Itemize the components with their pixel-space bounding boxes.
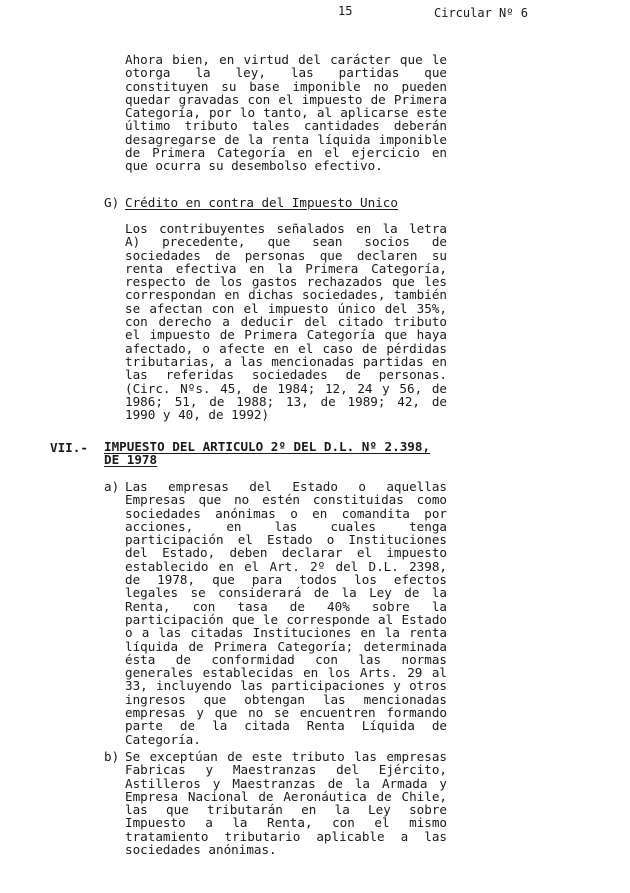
section-vii-title xyxy=(104,440,452,467)
section-g-label: G) xyxy=(104,195,120,210)
item-b-label: b) xyxy=(104,749,120,764)
intro-paragraph: Ahora bien, en virtud del carácter que le otorga la ley, las partidas que constituyen su base imponible no pueden quedar gravadas con el impuesto de Primera Categoría, por lo tanto, al aplicarse este último tributo tales cantidades deberán desagregarse de la renta líquida imponible de Primera Categoría en el ejercicio en que ocurra su desembolso efectivo. xyxy=(125,52,447,174)
section-g-title: Crédito en contra del Impuesto Unico xyxy=(125,195,398,210)
section-vii-title-line2: DE 1978 xyxy=(104,452,158,468)
section-vii-number: VII.- xyxy=(50,440,88,455)
item-b-text: Se exceptúan de este tributo las empresas Fabricas y Maestranzas del Ejército, Astilleros y Maestranzas de la Armada y Empresa Nacional de Aeronáutica de Chile, las que tributarán en la Ley sobre Impuesto a la Renta, con el mismo tratamiento tributario aplicable a las sociedades anónimas. xyxy=(125,749,447,858)
section-g-body: Los contribuyentes señalados en la letra A) precedente, que sean socios de sociedades de personas que declaren su renta efectiva en la Primera Categoría, respecto de los gastos rechazados que les correspondan en dichas sociedades, también se afectan con el impuesto único del 35%, con derecho a deducir del citado tributo el impuesto de Primera Categoría que haya afectado, o afecte en el caso de pérdidas tributarias, a las mencionadas partidas en las referidas sociedades de personas. (Circ. Nºs. 45, de 1984; 12, 24 y 56, de 1986; 51, de 1988; 13, de 1989; 42, de 1990 y 40, de 1992) xyxy=(125,221,447,423)
item-a-text: Las empresas del Estado o aquellas Empresas que no estén constituidas como sociedades anónimas o en comandita por acciones, en las cuales tenga participación el Estado o Instituciones del Estado, deben declarar el impuesto establecido en el Art. 2º del D.L. 2398, de 1978, que para todos los efectos legales se considerará de la Ley de la Renta, con tasa de 40% sobre la participación que le corresponde al Estado o a las citadas Instituciones en la renta líquida de Primera Categoría; determinada ésta de conformidad con las normas generales establecidas en los Arts. 29 al 33, incluyendo las participaciones y otros ingresos que obtengan las mencionadas empresas y que no se encuentren formando parte de la citada Renta Líquida de Categoría. xyxy=(125,479,447,747)
item-a-label: a) xyxy=(104,479,120,494)
circular-reference: Circular Nº 6 xyxy=(434,6,528,20)
page-number: 15 xyxy=(338,4,353,18)
section-vii-title-line1: IMPUESTO DEL ARTICULO 2º DEL D.L. Nº 2.398, xyxy=(104,439,431,454)
